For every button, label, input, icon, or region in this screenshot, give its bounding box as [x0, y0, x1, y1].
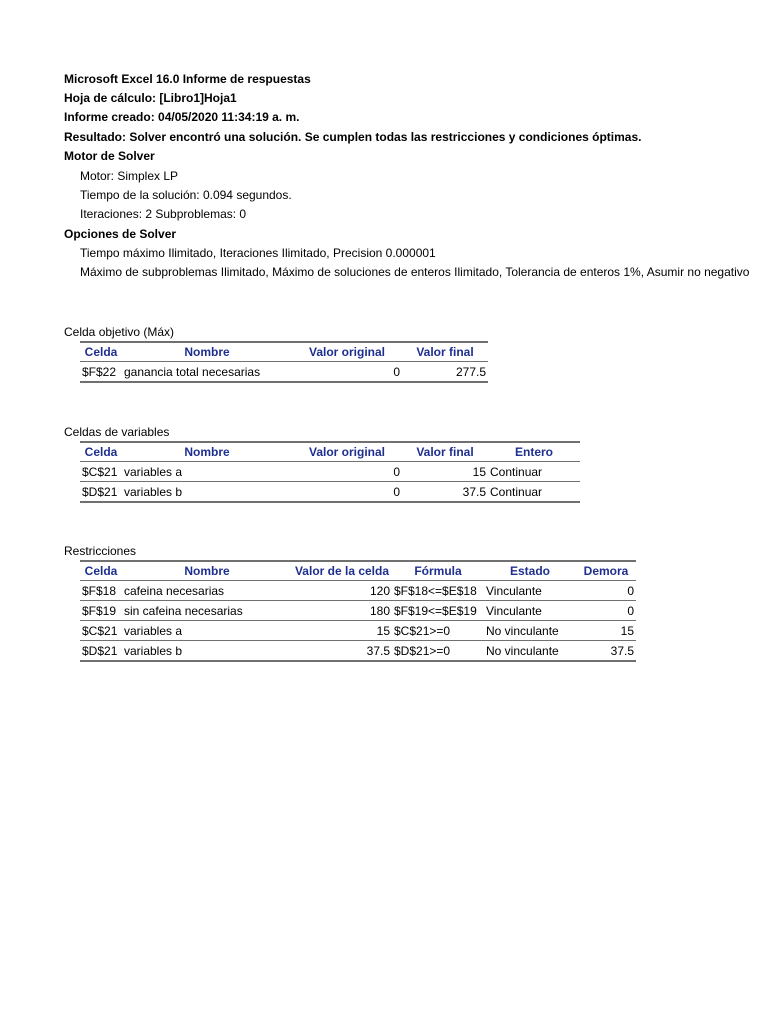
cell-valor-celda: 180 [292, 601, 392, 621]
engine-line: Motor: Simplex LP [80, 169, 179, 183]
header-valor-final: Valor final [402, 442, 488, 462]
variables-header-row [80, 442, 580, 462]
cell-estado: Vinculante [484, 581, 576, 601]
cell-estado: No vinculante [484, 621, 576, 641]
engine-title: Motor de Solver [64, 149, 155, 163]
cell-formula: $F$19<=$E$19 [392, 601, 484, 621]
cell-celda: $F$19 [80, 601, 122, 621]
cell-valor-celda: 15 [292, 621, 392, 641]
cell-valor-original: 0 [292, 362, 402, 383]
cell-nombre: variables b [122, 641, 292, 662]
cell-celda: $D$21 [80, 482, 122, 503]
header-formula: Fórmula [392, 561, 484, 581]
table-row [80, 362, 488, 383]
created-line: Informe creado: 04/05/2020 11:34:19 a. m. [64, 110, 300, 124]
cell-celda: $F$22 [80, 362, 122, 383]
header-demora: Demora [576, 561, 636, 581]
cell-formula: $D$21>=0 [392, 641, 484, 662]
header-entero: Entero [488, 442, 580, 462]
constraints-header-row [80, 561, 636, 581]
header-celda: Celda [80, 561, 122, 581]
cell-formula: $C$21>=0 [392, 621, 484, 641]
cell-valor-celda: 37.5 [292, 641, 392, 662]
table-row [80, 601, 636, 621]
cell-celda: $D$21 [80, 641, 122, 662]
cell-celda: $C$21 [80, 621, 122, 641]
cell-entero: Continuar [488, 482, 580, 503]
cell-valor-celda: 120 [292, 581, 392, 601]
header-valor-original: Valor original [292, 442, 402, 462]
variables-section-title: Celdas de variables [64, 425, 170, 439]
options-line-1: Tiempo máximo Ilimitado, Iteraciones Ilimitado, Precision 0.000001 [80, 246, 436, 260]
cell-nombre: sin cafeina necesarias [122, 601, 292, 621]
worksheet-line: Hoja de cálculo: [Libro1]Hoja1 [64, 91, 237, 105]
table-row [80, 462, 580, 482]
table-row [80, 581, 636, 601]
header-valor-final: Valor final [402, 342, 488, 362]
report-title: Microsoft Excel 16.0 Informe de respuestas [64, 72, 311, 86]
cell-celda: $F$18 [80, 581, 122, 601]
header-valor-celda: Valor de la celda [292, 561, 392, 581]
objective-header-row [80, 342, 488, 362]
cell-estado: No vinculante [484, 641, 576, 662]
header-celda: Celda [80, 342, 122, 362]
cell-valor-original: 0 [292, 462, 402, 482]
cell-demora: 37.5 [576, 641, 636, 662]
header-estado: Estado [484, 561, 576, 581]
table-row [80, 641, 636, 662]
cell-valor-final: 37.5 [402, 482, 488, 503]
header-nombre: Nombre [122, 442, 292, 462]
options-title: Opciones de Solver [64, 227, 177, 241]
table-row [80, 621, 636, 641]
result-line: Resultado: Solver encontró una solución. Se cumplen todas las restricciones y condiciones óptimas. [64, 130, 642, 144]
cell-nombre: variables a [122, 621, 292, 641]
variables-table [80, 441, 580, 503]
iterations-line: Iteraciones: 2 Subproblemas: 0 [80, 207, 247, 221]
constraints-section-title: Restricciones [64, 544, 137, 558]
solution-time-line: Tiempo de la solución: 0.094 segundos. [80, 188, 292, 202]
table-row [80, 482, 580, 503]
header-nombre: Nombre [122, 342, 292, 362]
cell-nombre: variables b [122, 482, 292, 503]
header-nombre: Nombre [122, 561, 292, 581]
cell-formula: $F$18<=$E$18 [392, 581, 484, 601]
header-celda: Celda [80, 442, 122, 462]
constraints-table [80, 560, 636, 662]
cell-demora: 0 [576, 601, 636, 621]
objective-table [80, 341, 488, 383]
cell-entero: Continuar [488, 462, 580, 482]
cell-nombre: cafeina necesarias [122, 581, 292, 601]
cell-nombre: variables a [122, 462, 292, 482]
cell-estado: Vinculante [484, 601, 576, 621]
cell-valor-final: 277.5 [402, 362, 488, 383]
options-line-2: Máximo de subproblemas Ilimitado, Máximo de soluciones de enteros Ilimitado, Tolerancia de enteros 1%, Asumir no negativo [80, 265, 750, 279]
header-valor-original: Valor original [292, 342, 402, 362]
objective-section-title: Celda objetivo (Máx) [64, 325, 175, 339]
cell-celda: $C$21 [80, 462, 122, 482]
cell-demora: 15 [576, 621, 636, 641]
cell-valor-original: 0 [292, 482, 402, 503]
cell-nombre: ganancia total necesarias [122, 362, 292, 383]
cell-demora: 0 [576, 581, 636, 601]
cell-valor-final: 15 [402, 462, 488, 482]
